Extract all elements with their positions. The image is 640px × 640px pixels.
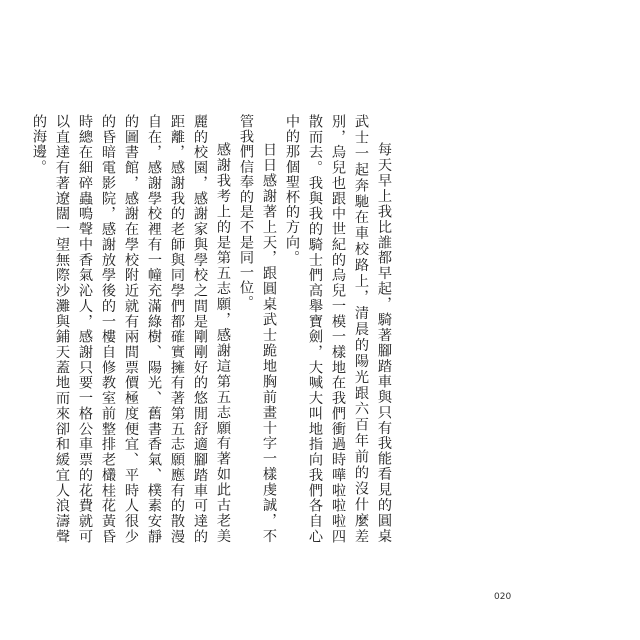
- vertical-text-body: [31, 114, 395, 544]
- page-number: 020: [494, 592, 512, 602]
- paragraph-1: 每天早上我比誰都早起，騎著腳踏車與只有我能看見的圓桌武士一起奔馳在車校路上，清晨的陽光跟六百年前的沒什麼差別，烏兒也跟中世紀的烏兒一模一樣地在我們衝過時嘩啦啦啦四散而去。我與我的騎士們高舉寶劍，大喊大叫地指向我們各自心中的那個聖杯的方向。: [284, 114, 392, 544]
- paragraph-3: 感謝我考上的是第五志願，感謝這第五志願有著如此古老美麗的校園，感謝家與學校之間是剛剛好的悠閒舒適腳踏車可達的距離，感謝我的老師與同學們都確實擁有著第五志願應有的散漫自在，感謝學校裡有一幢充滿綠樹、陽光、舊書香氣、樸素安靜的圖書館，感謝在學校附近就有兩間票價極度便宜、平時人很少的昏暗電影院，感謝放學後的一樓自修教室前整排老欉桂花黃昏時總在細碎蟲鳴聲中香氣沁人，感謝只要一格公車票的花費就可以直達有著遼闊一望無際沙灘與鋪天蓋地而來卻和緩宜人浪濤聲的海邊。: [31, 114, 231, 544]
- paragraph-2: 日日感謝著上天，跟圓桌武士跪地胸前畫十字一樣虔誠，不管我們信奉的是不是同一位。: [238, 114, 277, 544]
